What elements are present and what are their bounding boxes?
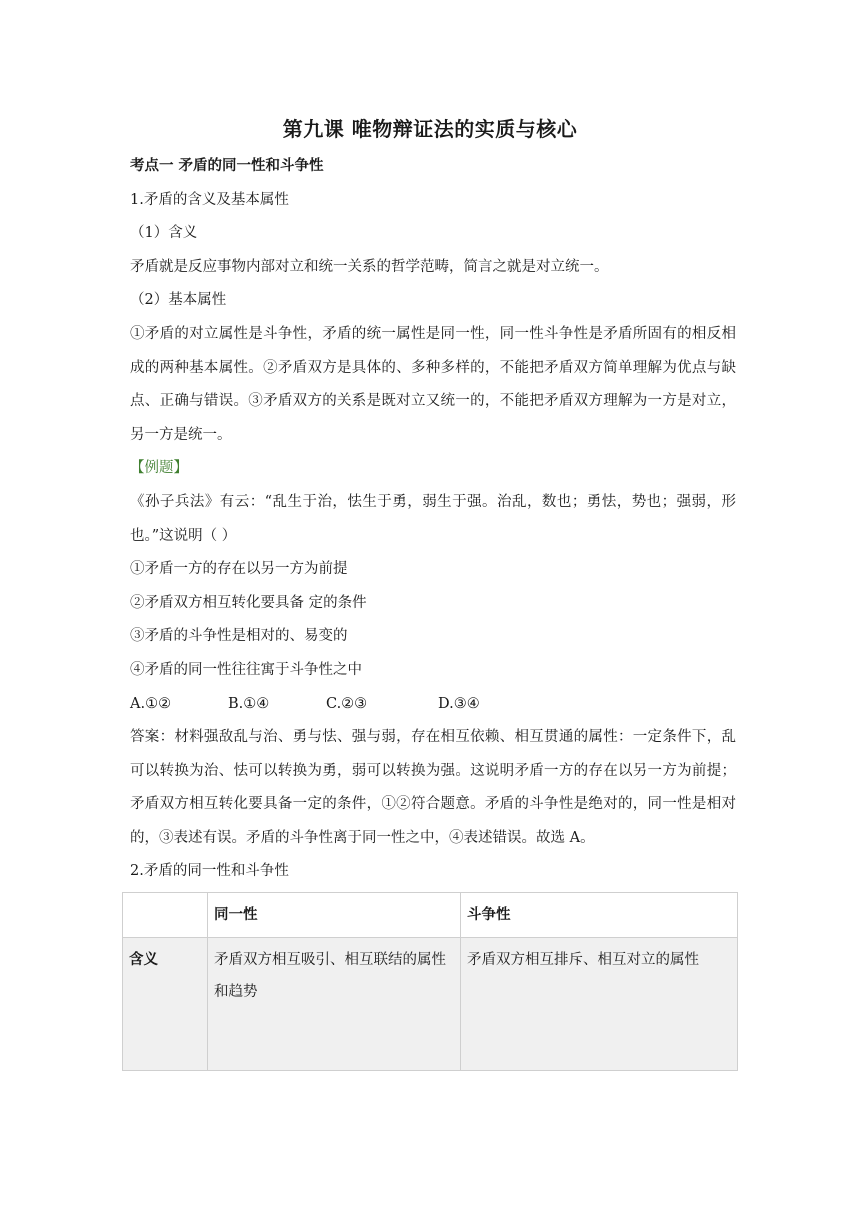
statement-2: ②矛盾双方相互转化要具备 定的条件	[130, 594, 367, 611]
table-header-row	[123, 893, 738, 938]
table-row	[123, 938, 738, 1071]
choice-d: D.③④	[438, 695, 480, 712]
statement-4: ④矛盾的同一性往往寓于斗争性之中	[130, 661, 362, 678]
answer-choices	[130, 688, 736, 722]
table-header-cell	[123, 893, 208, 938]
choice-c: C.②③	[326, 695, 368, 712]
statement-3: ③矛盾的斗争性是相对的、易变的	[130, 628, 348, 645]
page-title: 第九课 唯物辩证法的实质与核心	[282, 117, 578, 141]
sub1-label: （1）含义	[130, 225, 198, 242]
item2-heading: 2.矛盾的同一性和斗争性	[130, 863, 289, 880]
document-body	[130, 150, 736, 889]
sub2-label: （2）基本属性	[130, 292, 227, 309]
example-label: 【例题】	[130, 460, 188, 477]
choice-b: B.①④	[228, 695, 270, 712]
table-cell: 矛盾双方相互吸引、相互联结的属性和趋势	[208, 938, 461, 1071]
comparison-table	[122, 892, 738, 1071]
choice-a: A.①②	[130, 695, 172, 712]
answer-paragraph: 答案：材料强敌乱与治、勇与怯、强与弱，存在相互依赖、相互贯通的属性：一定条件下，乱可以转换为治、怯可以转换为勇，弱可以转换为强。这说明矛盾一方的存在以另一方为前提；矛盾双方相互转化要具备一定的条件，①②符合题意。矛盾的斗争性是绝对的，同一性是相对的，③表述有误。矛盾的斗争性离于同一性之中，④表述错误。故选 A。	[130, 729, 736, 846]
sub2-paragraph: ①矛盾的对立属性是斗争性，矛盾的统一属性是同一性，同一性斗争性是矛盾所固有的相反相成的两种基本属性。②矛盾双方是具体的、多种多样的，不能把矛盾双方简单理解为优点与缺点、正确与错误。③矛盾双方的关系是既对立又统一的，不能把矛盾双方理解为一方是对立，另一方是统一。	[130, 325, 736, 443]
section-heading: 考点一 矛盾的同一性和斗争性	[130, 158, 324, 174]
item1-heading: 1.矛盾的含义及基本属性	[130, 191, 289, 208]
table-header-cell: 同一性	[208, 893, 461, 938]
table-cell: 矛盾双方相互排斥、相互对立的属性	[461, 938, 738, 1071]
statement-1: ①矛盾一方的存在以另一方为前提	[130, 561, 348, 578]
table-header-cell: 斗争性	[461, 893, 738, 938]
table-row-label: 含义	[123, 938, 208, 1071]
sub1-text: 矛盾就是反应事物内部对立和统一关系的哲学范畴，简言之就是对立统一。	[130, 258, 609, 275]
question-text: 《孙子兵法》有云：“乱生于治，怯生于勇，弱生于强。治乱，数也；勇怯，势也；强弱，形也。”这说明（ ）	[130, 493, 736, 544]
